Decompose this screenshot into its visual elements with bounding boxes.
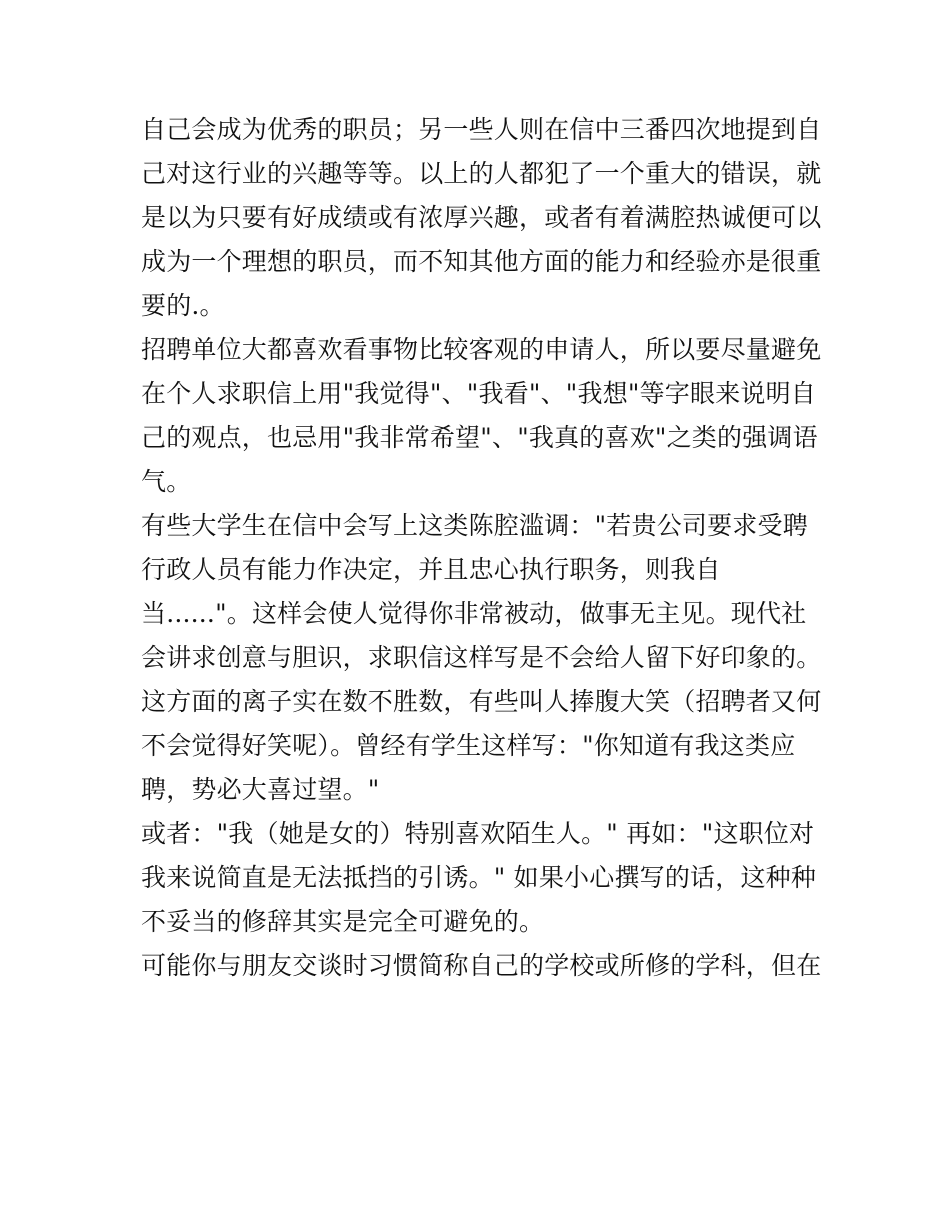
paragraph-5: [141, 944, 822, 988]
text-line: 要的.。: [141, 291, 225, 320]
text-line: 有些大学生在信中会写上这类陈腔滥调："若贵公司要求受聘: [141, 511, 808, 540]
text-line: 气。: [141, 467, 192, 496]
text-line: 行政人员有能力作决定，并且忠心执行职务，则我自: [141, 555, 721, 584]
text-line: 这方面的离子实在数不胜数，有些叫人捧腹大笑（招聘者又何: [141, 687, 822, 716]
paragraph-3: [141, 504, 822, 812]
text-line: 在个人求职信上用"我觉得"、"我看"、"我想"等字眼来说明自: [141, 379, 816, 408]
paragraph-2: [141, 328, 822, 504]
text-line: 可能你与朋友交谈时习惯简称自己的学校或所修的学科，但在: [141, 951, 822, 980]
text-line: 己的观点，也忌用"我非常希望"、"我真的喜欢"之类的强调语: [141, 423, 818, 452]
text-line: 聘，势必大喜过望。": [141, 775, 380, 804]
text-line: 我来说简直是无法抵挡的引诱。" 如果小心撰写的话，这种种: [141, 863, 817, 892]
text-line: 招聘单位大都喜欢看事物比较客观的申请人，所以要尽量避免: [141, 335, 822, 364]
paragraph-1: [141, 108, 822, 328]
text-line: 会讲求创意与胆识，求职信这样写是不会给人留下好印象的。: [141, 643, 822, 672]
text-line: 不妥当的修辞其实是完全可避免的。: [141, 907, 545, 936]
text-line: 自己会成为优秀的职员；另一些人则在信中三番四次地提到自: [141, 115, 822, 144]
paragraph-4: [141, 812, 817, 944]
document-body: [141, 108, 822, 988]
text-line: 成为一个理想的职员，而不知其他方面的能力和经验亦是很重: [141, 247, 822, 276]
text-line: 当......"。这样会使人觉得你非常被动，做事无主见。现代社: [141, 599, 807, 628]
text-line: 或者："我（她是女的）特别喜欢陌生人。" 再如："这职位对: [141, 819, 815, 848]
text-line: 己对这行业的兴趣等等。以上的人都犯了一个重大的错误，就: [141, 159, 822, 188]
text-line: 不会觉得好笑呢）。曾经有学生这样写："你知道有我这类应: [141, 731, 796, 760]
text-line: 是以为只要有好成绩或有浓厚兴趣，或者有着满腔热诚便可以: [141, 203, 822, 232]
